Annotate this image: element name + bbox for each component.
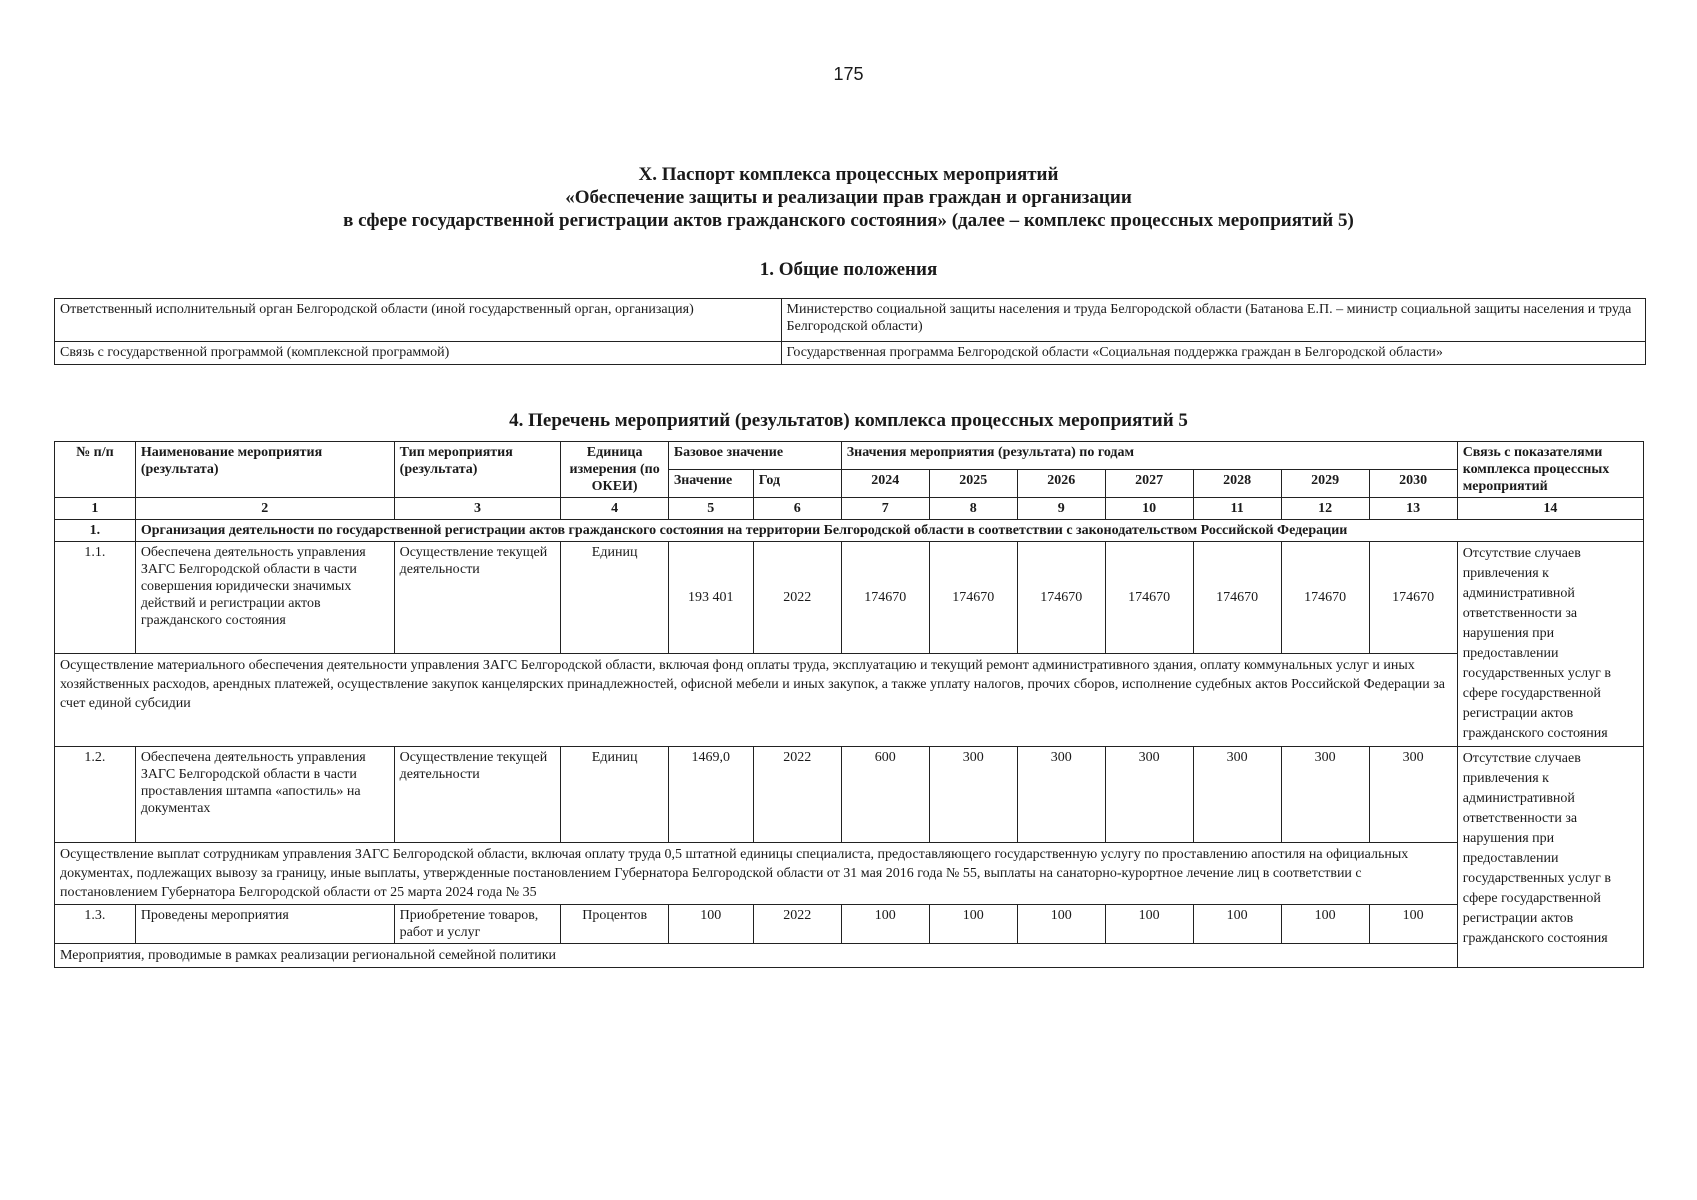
item-link: Отсутствие случаев привлечения к административной ответственности за нарушения при предоставлении государственных услуг в сфере государственной регистрации актов гражданского состояния (1457, 747, 1643, 968)
title-line-3: в сфере государственной регистрации актов гражданского состояния» (далее – комплекс процессных мероприятий 5) (343, 210, 1354, 231)
item-year-value: 100 (1369, 905, 1457, 944)
item-type: Приобретение товаров, работ и услуг (394, 905, 561, 944)
item-year-value: 100 (1105, 905, 1193, 944)
item-base-value: 1469,0 (668, 747, 753, 843)
title-line-1: X. Паспорт комплекса процессных мероприятий (638, 164, 1059, 185)
col-unit-header: Единица измерения (по ОКЕИ) (561, 442, 668, 498)
item-base-year: 2022 (753, 542, 841, 654)
item-base-year: 2022 (753, 747, 841, 843)
item-year-value: 174670 (1017, 542, 1105, 654)
table-row (55, 747, 1644, 843)
measures-table (54, 441, 1644, 968)
col-year-header: 2028 (1193, 470, 1281, 498)
item-num: 1.3. (55, 905, 136, 944)
item-year-value: 174670 (1193, 542, 1281, 654)
section-row (55, 520, 1644, 542)
item-year-value: 174670 (929, 542, 1017, 654)
program-link-label: Связь с государственной программой (комплексной программой) (55, 342, 782, 365)
item-year-value: 300 (1017, 747, 1105, 843)
section-4-heading: 4. Перечень мероприятий (результатов) комплекса процессных мероприятий 5 (509, 410, 1188, 431)
col-number: 13 (1369, 498, 1457, 520)
col-base-value-header: Значение (668, 470, 753, 498)
col-years-group-header: Значения мероприятия (результата) по годам (841, 442, 1457, 470)
item-year-value: 174670 (1105, 542, 1193, 654)
col-link-header: Связь с показателями комплекса процессных мероприятий (1457, 442, 1643, 498)
page-number: 175 (833, 64, 864, 84)
item-type: Осуществление текущей деятельности (394, 747, 561, 843)
item-year-value: 300 (1369, 747, 1457, 843)
col-number: 5 (668, 498, 753, 520)
col-year-header: 2030 (1369, 470, 1457, 498)
item-description: Осуществление выплат сотрудникам управления ЗАГС Белгородской области, включая оплату труда 0,5 штатной единицы специалиста, предоставляющего государственную услугу по проставлению апостиля на официальных документах, подлежащих вывозу за границу, иные выплаты, утвержденные постановлением Губернатора Белгородской области от 31 мая 2016 года № 55, выплаты на санаторно-курортное лечение лиц в соответствии с постановлением Губернатора Белгородской области от 25 марта 2024 года № 35 (55, 843, 1458, 905)
item-unit: Единиц (561, 542, 668, 654)
col-number: 1 (55, 498, 136, 520)
item-year-value: 100 (1017, 905, 1105, 944)
col-number: 12 (1281, 498, 1369, 520)
description-row (55, 944, 1644, 968)
section-num: 1. (55, 520, 136, 542)
col-number: 14 (1457, 498, 1643, 520)
col-number: 11 (1193, 498, 1281, 520)
col-base-header: Базовое значение (668, 442, 841, 470)
item-unit: Единиц (561, 747, 668, 843)
table-row (55, 542, 1644, 654)
item-year-value: 300 (929, 747, 1017, 843)
item-year-value: 100 (1193, 905, 1281, 944)
col-number: 6 (753, 498, 841, 520)
item-year-value: 174670 (1369, 542, 1457, 654)
col-type-header: Тип мероприятия (результата) (394, 442, 561, 498)
item-year-value: 100 (929, 905, 1017, 944)
col-number: 10 (1105, 498, 1193, 520)
item-link: Отсутствие случаев привлечения к административной ответственности за нарушения при предоставлении государственных услуг в сфере государственной регистрации актов гражданского состояния (1457, 542, 1643, 747)
item-year-value: 300 (1281, 747, 1369, 843)
table-row (55, 905, 1644, 944)
item-year-value: 174670 (1281, 542, 1369, 654)
col-number: 9 (1017, 498, 1105, 520)
item-num: 1.2. (55, 747, 136, 843)
item-name: Обеспечена деятельность управления ЗАГС Белгородской области в части совершения юридически значимых действий и регистрации актов гражданского состояния (135, 542, 394, 654)
item-year-value: 600 (841, 747, 929, 843)
col-year-header: 2026 (1017, 470, 1105, 498)
item-year-value: 174670 (841, 542, 929, 654)
col-number: 4 (561, 498, 668, 520)
item-description: Мероприятия, проводимые в рамках реализации региональной семейной политики (55, 944, 1458, 968)
col-num-header: № п/п (55, 442, 136, 498)
responsible-value: Министерство социальной защиты населения и труда Белгородской области (Батанова Е.П. – министр социальной защиты населения и труда Белгородской области) (781, 299, 1645, 342)
item-base-year: 2022 (753, 905, 841, 944)
title-line-2: «Обеспечение защиты и реализации прав граждан и организации (565, 187, 1132, 208)
col-year-header: 2025 (929, 470, 1017, 498)
column-numbers-row (55, 498, 1644, 520)
item-description: Осуществление материального обеспечения деятельности управления ЗАГС Белгородской области, включая фонд оплаты труда, эксплуатацию и текущий ремонт административного здания, оплату коммунальных услуг и иных хозяйственных расходов, арендных платежей, осуществление закупок канцелярских принадлежностей, офисной мебели и иных закупок, а также уплату налогов, прочих сборов, исполнение судебных актов Российской Федерации за счет единой субсидии (55, 654, 1458, 747)
col-year-header: 2027 (1105, 470, 1193, 498)
section-title: Организация деятельности по государственной регистрации актов гражданского состояния на территории Белгородской области в соответствии с законодательством Российской Федерации (135, 520, 1643, 542)
responsible-label: Ответственный исполнительный орган Белгородской области (иной государственный орган, организация) (55, 299, 782, 342)
col-number: 7 (841, 498, 929, 520)
item-type: Осуществление текущей деятельности (394, 542, 561, 654)
col-number: 8 (929, 498, 1017, 520)
document-title (0, 163, 1697, 232)
col-base-year-header: Год (753, 470, 841, 498)
section-1-heading: 1. Общие положения (759, 259, 938, 280)
col-year-header: 2029 (1281, 470, 1369, 498)
description-row (55, 654, 1644, 747)
item-base-value: 193 401 (668, 542, 753, 654)
program-link-value: Государственная программа Белгородской области «Социальная поддержка граждан в Белгородской области» (781, 342, 1645, 365)
col-name-header: Наименование мероприятия (результата) (135, 442, 394, 498)
item-base-value: 100 (668, 905, 753, 944)
col-year-header: 2024 (841, 470, 929, 498)
item-year-value: 100 (841, 905, 929, 944)
description-row (55, 843, 1644, 905)
item-name: Обеспечена деятельность управления ЗАГС Белгородской области в части проставления штампа «апостиль» на документах (135, 747, 394, 843)
item-name: Проведены мероприятия (135, 905, 394, 944)
col-number: 2 (135, 498, 394, 520)
header-row-1 (55, 442, 1644, 470)
table-row (55, 342, 1646, 365)
item-year-value: 100 (1281, 905, 1369, 944)
item-year-value: 300 (1105, 747, 1193, 843)
item-year-value: 300 (1193, 747, 1281, 843)
col-number: 3 (394, 498, 561, 520)
item-unit: Процентов (561, 905, 668, 944)
general-provisions-table (54, 298, 1646, 365)
table-row (55, 299, 1646, 342)
item-num: 1.1. (55, 542, 136, 654)
